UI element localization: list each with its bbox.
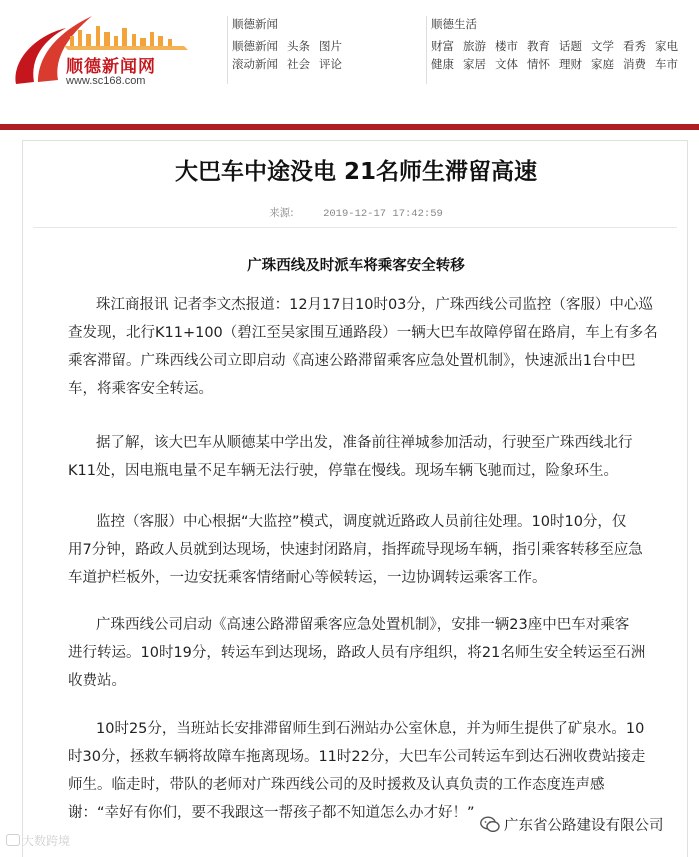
- life-nav-row: [431, 56, 687, 72]
- article-headline: 大巴车中途没电 21名师生滞留高速: [174, 159, 537, 185]
- paragraph-line: 广珠西线公司启动《高速公路滞留乘客应急处置机制》，安排一辆23座中巴车对乘客: [96, 617, 630, 633]
- nav-link[interactable]: 话题: [559, 39, 582, 53]
- watermark-left: [6, 832, 70, 849]
- nav-link[interactable]: 家居: [463, 57, 486, 71]
- source-label: 来源:: [269, 207, 294, 219]
- paragraph-line: 收费站。: [68, 673, 126, 689]
- paragraph-line: 10时25分，当班站长安排滞留师生到石洲站办公室休息，并为师生提供了矿泉水。10: [96, 721, 645, 737]
- nav-link[interactable]: 文体: [495, 57, 518, 71]
- article-paragraph: [68, 715, 680, 827]
- logo-text: 顺德新闻网: [66, 57, 156, 77]
- news-nav-title[interactable]: 顺德新闻: [232, 17, 278, 31]
- nav-link[interactable]: 旅游: [463, 39, 486, 53]
- nav-link[interactable]: 情怀: [527, 57, 550, 71]
- paragraph-line: 监控（客服）中心根据“大监控”模式，调度就近路政人员前往处理。10时10分，仅: [96, 514, 627, 530]
- nav-link[interactable]: 财富: [431, 39, 454, 53]
- article-meta: [23, 205, 689, 220]
- site-header: [0, 0, 699, 110]
- paragraph-line: 乘客滞留。广珠西线公司立即启动《高速公路滞留乘客应急处置机制》，快速派出1台中巴: [68, 353, 636, 369]
- news-nav: [227, 16, 351, 84]
- logo-url[interactable]: www.sc168.com: [66, 75, 146, 87]
- header-divider-bar: [0, 124, 699, 130]
- news-nav-row: [232, 56, 351, 72]
- article-container: [22, 140, 688, 857]
- nav-link-society[interactable]: 社会: [287, 57, 310, 71]
- paragraph-line: K11处，因电瓶电量不足车辆无法行驶，停靠在慢线。现场车辆飞驰而过，险象环生。: [68, 463, 618, 479]
- nav-link-headlines[interactable]: 头条: [287, 39, 310, 53]
- watermark-left-text: 大数跨境: [22, 834, 71, 848]
- paragraph-line: 进行转运。10时19分，转运车到达现场，路政人员有序组织，将21名师生安全转运至石洲: [68, 645, 646, 661]
- publish-timestamp: 2019-12-17 17:42:59: [323, 208, 443, 220]
- life-nav: [426, 16, 687, 84]
- nav-link-rolling-news[interactable]: 滚动新闻: [232, 57, 278, 71]
- watermark-logo-icon: [6, 834, 20, 846]
- article-paragraph: [68, 508, 680, 592]
- watermark-right-text: 广东省公路建设有限公司: [504, 818, 664, 834]
- nav-link[interactable]: 家庭: [591, 57, 614, 71]
- life-nav-row: [431, 38, 687, 54]
- paragraph-line: 车道护栏板外，一边安抚乘客情绪耐心等候转运，一边协调转运乘客工作。: [68, 570, 547, 586]
- paragraph-line: 车，将乘客安全转运。: [68, 381, 213, 397]
- nav-link[interactable]: 教育: [527, 39, 550, 53]
- wechat-icon: [480, 816, 500, 833]
- paragraph-line: 谢：“幸好有你们，要不我跟这一帮孩子都不知道怎么办才好！”: [68, 805, 475, 821]
- nav-link[interactable]: 消费: [623, 57, 646, 71]
- news-nav-row: [232, 38, 351, 54]
- article-paragraph: [68, 429, 680, 485]
- paragraph-line: 据了解，该大巴车从顺德某中学出发，准备前往禅城参加活动，行驶至广珠西线北行: [96, 435, 633, 451]
- site-logo[interactable]: [4, 6, 204, 92]
- nav-link[interactable]: 家电: [655, 39, 678, 53]
- article-paragraph: [68, 291, 680, 403]
- paragraph-line: 时30分，拯救车辆将故障车拖离现场。11时22分，大巴车公司转运车到达石洲收费站接走: [68, 749, 646, 765]
- paragraph-line: 用7分钟，路政人员就到达现场，快速封闭路肩，指挥疏导现场车辆，指引乘客转移至应急: [68, 542, 643, 558]
- article-paragraph: [68, 611, 680, 695]
- nav-link-comments[interactable]: 评论: [319, 57, 342, 71]
- life-nav-title[interactable]: 顺德生活: [431, 17, 477, 31]
- meta-divider: [33, 227, 677, 228]
- nav-link[interactable]: 车市: [655, 57, 678, 71]
- paragraph-line: 珠江商报讯 记者李文杰报道：12月17日10时03分，广珠西线公司监控（客服）中心巡: [96, 297, 653, 313]
- watermark-right: [476, 812, 670, 836]
- nav-link-pictures[interactable]: 图片: [319, 39, 342, 53]
- paragraph-line: 师生。临走时，带队的老师对广珠西线公司的及时援救及认真负责的工作态度连声感: [68, 777, 605, 793]
- nav-link[interactable]: 健康: [431, 57, 454, 71]
- article-subhead: 广珠西线及时派车将乘客安全转移: [247, 258, 465, 274]
- nav-link[interactable]: 理财: [559, 57, 582, 71]
- nav-link[interactable]: 看秀: [623, 39, 646, 53]
- nav-link-shunde-news[interactable]: 顺德新闻: [232, 39, 278, 53]
- nav-link[interactable]: 文学: [591, 39, 614, 53]
- nav-link[interactable]: 楼市: [495, 39, 518, 53]
- paragraph-line: 查发现，北行K11+100（碧江至吴家围互通路段）一辆大巴车故障停留在路肩，车上有多名: [68, 325, 658, 341]
